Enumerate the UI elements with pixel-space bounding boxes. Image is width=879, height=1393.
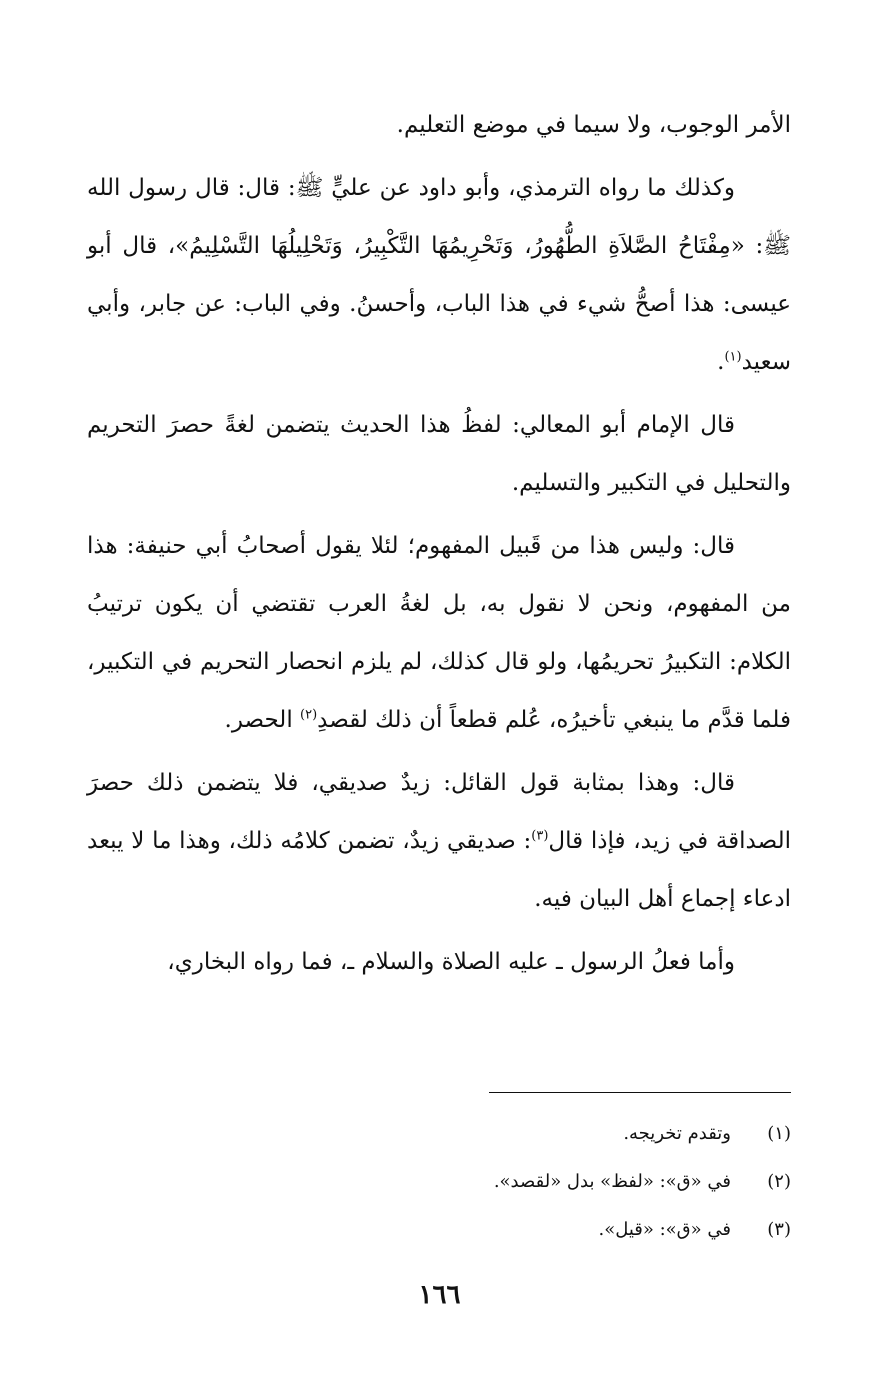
paragraph [87, 159, 791, 391]
paragraph-text: وكذلك ما رواه الترمذي، وأبو داود عن عليٍّ ﷺ: قال: قال رسول الله ﷺ: «مِفْتَاحُ الصَّلاَةِ الطُّهُورُ، وَتَحْرِيمُهَا التَّكْبِيرُ، وَتَحْلِيلُهَا التَّسْلِيمُ»، قال أبو عيسى: هذا أصحُّ شيء في هذا الباب، وأحسنُ. وفي الباب: عن جابر، وأبي سعيد [87, 175, 791, 375]
page-number: ١٦٦ [418, 1280, 461, 1310]
paragraph [87, 396, 791, 512]
paragraph-text: الحصر. [224, 707, 301, 733]
footnote-reference: (٢) [300, 707, 318, 723]
paragraph-text: : صديقي زيدٌ، تضمن كلامُه ذلك، وهذا ما لا يبعد ادعاء إجماع أهل البيان فيه. [87, 828, 791, 912]
footnote [87, 1110, 791, 1158]
paragraph-text: وأما فعلُ الرسول ـ عليه الصلاة والسلام ـ، فما رواه البخاري، [167, 949, 735, 975]
footnote-number: (٢) [767, 1171, 791, 1192]
paragraph-text: قال الإمام أبو المعالي: لفظُ هذا الحديث يتضمن لغةً حصرَ التحريم والتحليل في التكبير والتسليم. [87, 412, 791, 496]
paragraph [87, 96, 791, 154]
paragraph [87, 933, 791, 991]
footnote-text: في «ق»: «لفظ» بدل «لقصد». [493, 1171, 731, 1192]
footnote-number: (٣) [767, 1219, 791, 1240]
paragraph-text: . [717, 349, 725, 375]
footnote-reference: (١) [724, 349, 742, 365]
paragraph [87, 754, 791, 928]
footnote-text: وتقدم تخريجه. [623, 1123, 731, 1144]
footnote-reference: (٣) [531, 828, 549, 844]
footnotes-list [87, 1110, 791, 1254]
footnote-separator [489, 1092, 791, 1093]
footnote [87, 1206, 791, 1254]
paragraph-text: الأمر الوجوب، ولا سيما في موضع التعليم. [396, 112, 791, 138]
main-text [87, 96, 791, 991]
paragraph-text: قال: وهذا بمثابة قول القائل: زيدٌ صديقي، فلا يتضمن ذلك حصرَ الصداقة في زيد، فإذا قال [87, 770, 791, 854]
footnote [87, 1158, 791, 1206]
paragraph [87, 517, 791, 749]
footnote-number: (١) [767, 1123, 791, 1144]
paragraph-text: قال: وليس هذا من قَبيل المفهوم؛ لئلا يقول أصحابُ أبي حنيفة: هذا من المفهوم، ونحن لا نقول به، بل لغةُ العرب تقتضي أن يكون ترتيبُ الكلام: التكبيرُ تحريمُها، ولو قال كذلك، لم يلزم انحصار التحريم في التكبير، فلما قدَّم ما ينبغي تأخيرُه، عُلم قطعاً أن ذلك لقصدِ [87, 533, 791, 733]
footnote-text: في «ق»: «قيل». [598, 1219, 731, 1240]
